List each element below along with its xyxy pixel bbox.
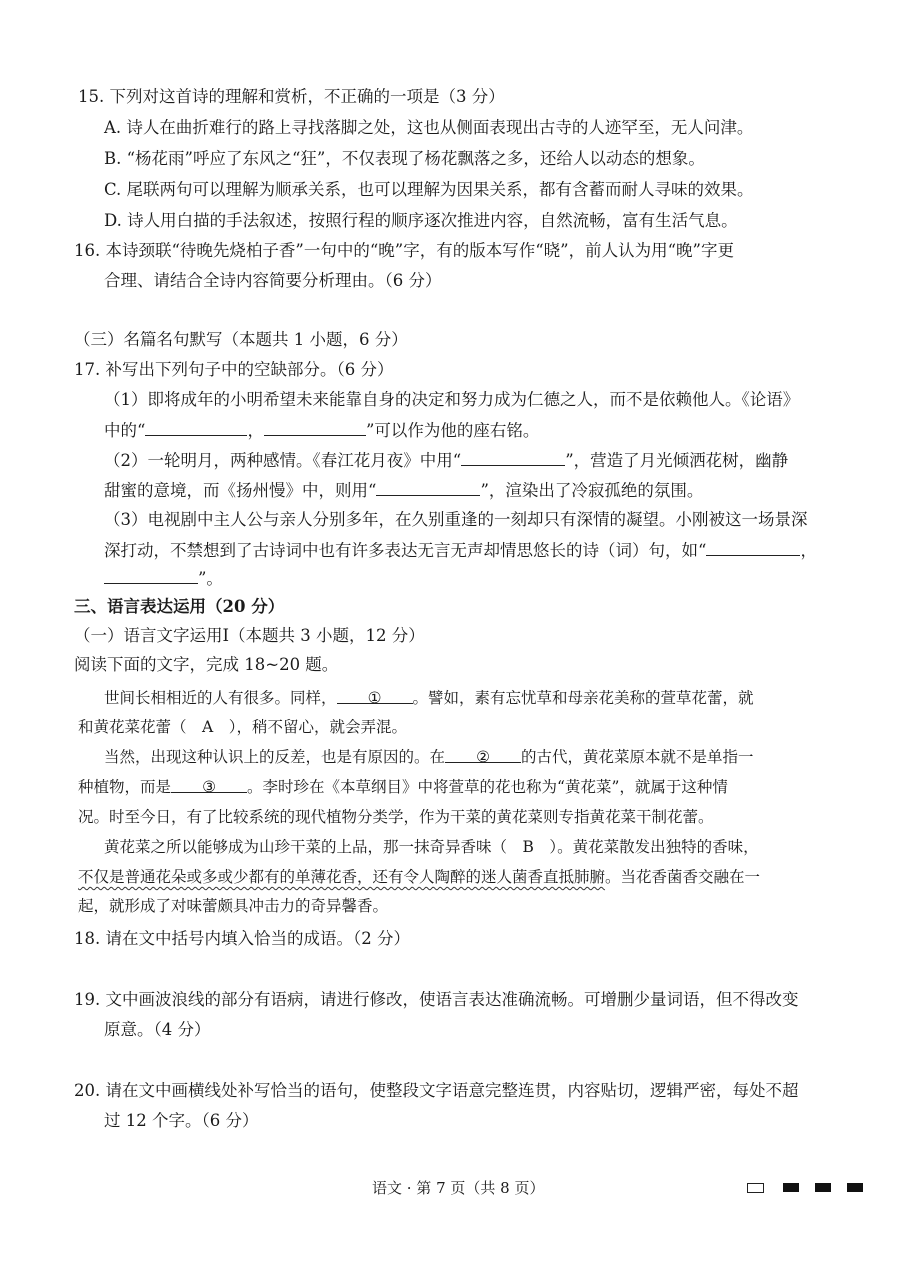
text-segment: ， — [247, 421, 264, 440]
q15-stem: 15. 下列对这首诗的理解和赏析，不正确的一项是（3 分） — [78, 87, 505, 106]
text-segment: 世间长相相近的人有很多。同样， — [104, 689, 337, 707]
text-segment: 。譬如，素有忘忧草和母亲花美称的萱草花蕾，就 — [412, 689, 754, 707]
q17-part2-line1 — [104, 449, 788, 472]
text-segment: 种植物，而是 — [78, 778, 172, 796]
fill-blank-4[interactable] — [376, 479, 480, 496]
hollow-square-mark — [747, 1183, 764, 1193]
solid-square-mark — [847, 1183, 863, 1192]
q16-line1: 16. 本诗颈联“待晚先烧柏子香”一句中的“晚”字，有的版本写作“晓”，前人认为用“晚”字更 — [74, 241, 734, 260]
q18: 18. 请在文中括号内填入恰当的成语。（2 分） — [74, 929, 410, 948]
text-segment: ”。 — [198, 569, 223, 588]
text-segment: 当然，出现这种认识上的反差，也是有原因的。在 — [104, 748, 446, 766]
text-segment: 甜蜜的意境，而《扬州慢》中，则用“ — [104, 481, 377, 500]
text-segment: 。当花香菌香交融在一 — [605, 868, 761, 886]
passage-p1-line2: 和黄花菜花蕾（ A ），稍不留心，就会弄混。 — [78, 718, 407, 736]
text-segment: 中的“ — [104, 421, 146, 440]
fill-blank-5[interactable] — [706, 539, 800, 556]
page-number-footer: 语文 · 第 7 页（共 8 页） — [372, 1179, 545, 1197]
scan-registration-marks — [747, 1181, 867, 1197]
passage-p1-line1 — [104, 687, 754, 709]
q15-option-d: D. 诗人用白描的手法叙述，按照行程的顺序逐次推进内容，自然流畅，富有生活气息。 — [104, 211, 738, 230]
part3-heading: 三、语言表达运用（20 分） — [74, 597, 285, 616]
q17-stem: 17. 补写出下列句子中的空缺部分。（6 分） — [74, 360, 394, 379]
text-segment: ”，渲染出了冷寂孤绝的氛围。 — [480, 481, 704, 500]
text-segment: ”，营造了月光倾洒花树，幽静 — [565, 451, 789, 470]
q15-option-a: A. 诗人在曲折难行的路上寻找落脚之处，这也从侧面表现出古寺的人迹罕至，无人问津。 — [104, 118, 754, 137]
text-segment: （2）一轮明月，两种感情。《春江花月夜》中用“ — [104, 451, 462, 470]
passage-p2-line3: 况。时至今日，有了比较系统的现代植物分类学，作为干菜的黄花菜则专指黄花菜干制花蕾。 — [78, 808, 714, 826]
q17-part1-line1: （1）即将成年的小明希望未来能靠自身的决定和努力成为仁德之人，而不是依赖他人。《论语》 — [104, 390, 800, 409]
blank-marker-2[interactable]: ② — [445, 746, 521, 763]
passage-p2-line1 — [104, 746, 754, 768]
text-segment: 的古代，黄花菜原本就不是单指一 — [521, 748, 754, 766]
q17-part1-line2 — [104, 419, 539, 442]
text-segment: ， — [800, 541, 817, 560]
q16-line2: 合理、请结合全诗内容简要分析理由。（6 分） — [104, 271, 442, 290]
solid-square-mark — [815, 1183, 831, 1192]
q19-line1: 19. 文中画波浪线的部分有语病，请进行修改，使语言表达准确流畅。可增删少量词语，但不得改变 — [74, 990, 799, 1009]
blank-marker-1[interactable]: ① — [337, 687, 413, 704]
q15-option-b: B. “杨花雨”呼应了东风之“狂”，不仅表现了杨花飘落之多，还给人以动态的想象。 — [104, 149, 705, 168]
q20-line1: 20. 请在文中画横线处补写恰当的语句，使整段文字语意完整连贯，内容贴切，逻辑严密，每处不超 — [74, 1081, 799, 1100]
fill-blank-2[interactable] — [264, 419, 366, 436]
q17-part3-line3 — [104, 567, 223, 590]
solid-square-mark — [783, 1183, 799, 1192]
q19-line2: 原意。（4 分） — [104, 1020, 211, 1039]
part3-subheading: （一）语言文字运用Ⅰ（本题共 3 小题，12 分） — [74, 626, 425, 645]
text-segment: 。李时珍在《本草纲目》中将萱草的花也称为“黄花菜”，就属于这种情 — [247, 778, 728, 796]
passage-p3-line3: 起，就形成了对味蕾颇具冲击力的奇异馨香。 — [78, 897, 389, 915]
passage-p2-line2 — [78, 776, 728, 798]
passage-p3-line1: 黄花菜之所以能够成为山珍干菜的上品，那一抹奇异香味（ B ）。黄花菜散发出独特的香味， — [104, 838, 759, 856]
q17-part3-line1: （3）电视剧中主人公与亲人分别多年，在久别重逢的一刻却只有深情的凝望。小刚被这一场景深 — [104, 510, 808, 529]
section-heading-mingju: （三）名篇名句默写（本题共 1 小题，6 分） — [74, 330, 408, 349]
q17-part3-line2 — [104, 539, 817, 562]
fill-blank-3[interactable] — [461, 449, 565, 466]
fill-blank-6[interactable] — [104, 567, 198, 584]
q20-line2: 过 12 个字。（6 分） — [104, 1111, 259, 1130]
passage-intro: 阅读下面的文字，完成 18~20 题。 — [74, 655, 339, 674]
fill-blank-1[interactable] — [145, 419, 247, 436]
text-segment: ”可以作为他的座右铭。 — [365, 421, 540, 440]
q15-option-c: C. 尾联两句可以理解为顺承关系，也可以理解为因果关系，都有含蓄而耐人寻味的效果。 — [104, 180, 754, 199]
passage-p3-line2 — [78, 866, 760, 888]
text-segment: 深打动，不禁想到了古诗词中也有许多表达无言无声却情思悠长的诗（词）句，如“ — [104, 541, 707, 560]
q17-part2-line2 — [104, 479, 703, 502]
blank-marker-3[interactable]: ③ — [171, 776, 247, 793]
wavy-underlined-sentence[interactable]: 不仅是普通花朵或多或少都有的单薄花香，还有令人陶醉的迷人菌香直抵肺腑 — [78, 868, 606, 886]
